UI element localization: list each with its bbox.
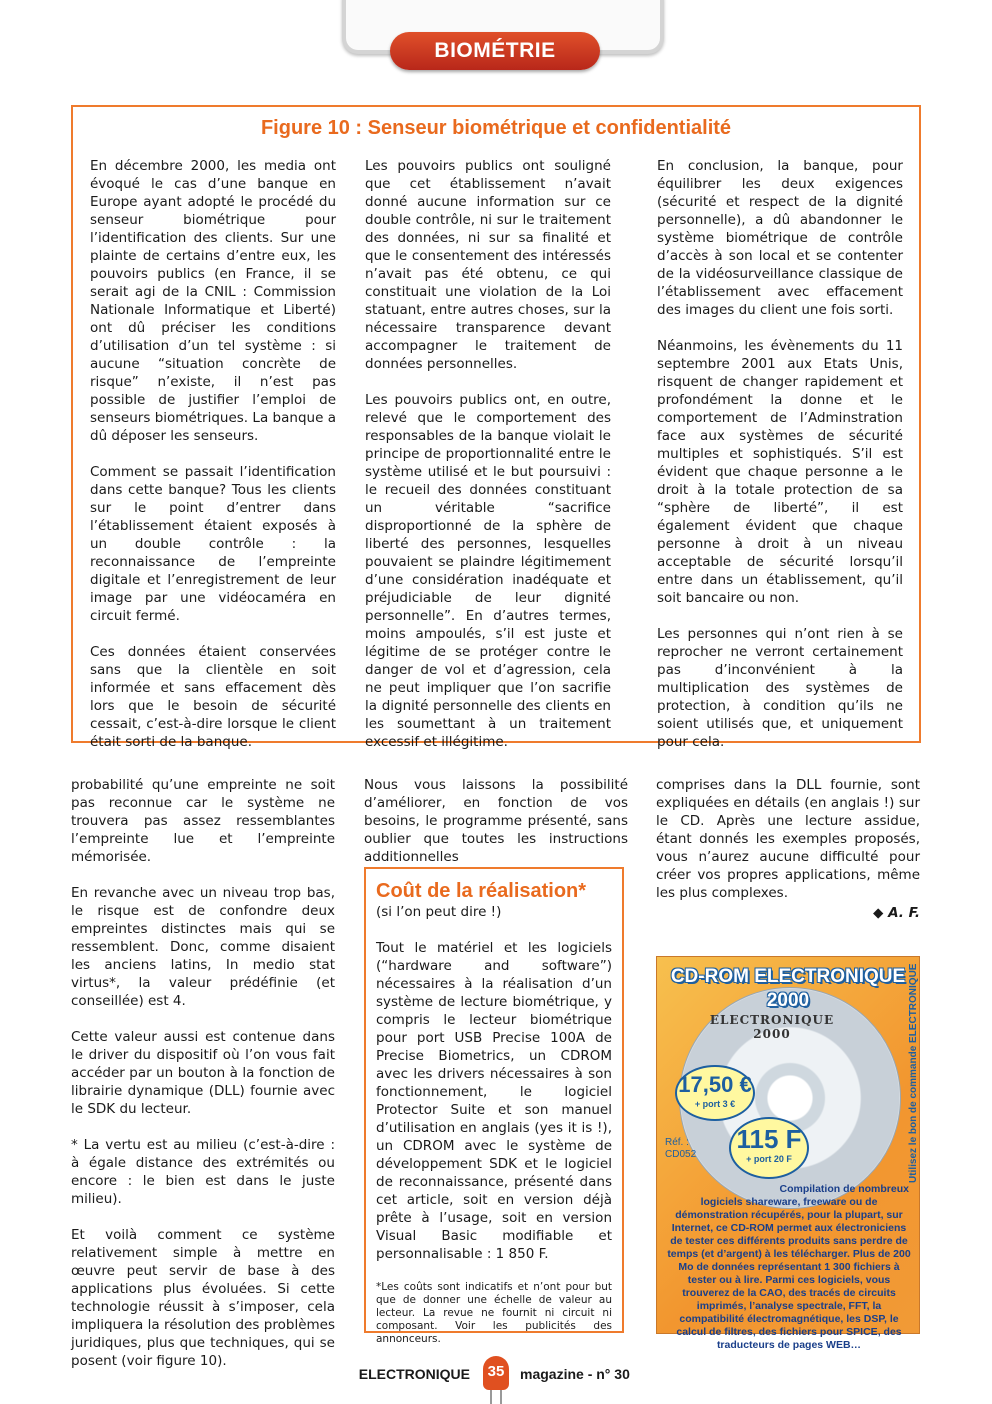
paragraph: Comment se passait l’identification dans cette banque? Tous les clients sur le point d’entrer dans l’établissement étaient exposés à un double contrôle : la reconnaissance de l’empreinte digitale et l’enregistrement de leur image par une vidéocaméra en circuit fermé. — [90, 464, 336, 624]
price-franc: 115 F — [736, 1124, 802, 1154]
ad-description-head: Compilation de nombreux — [779, 1183, 909, 1195]
paragraph: En revanche avec un niveau trop bas, le risque est de confondre deux empreintes distinctes mais qui se ressemblent. Donc, comme disaient les anciens latins, In medio stat virtus*, la valeur prédéfinie (et conseillée) est 4. — [71, 885, 335, 1009]
ad-description — [665, 1183, 913, 1352]
price-euro: 17,50 € — [678, 1072, 752, 1097]
article-column-1 — [71, 776, 335, 1388]
cd-label-line-1: ELECTRONIQUE — [709, 1013, 835, 1027]
cd-label — [707, 1013, 837, 1041]
ref-label: Réf. : — [665, 1137, 689, 1148]
paragraph: Ces données étaient conservées sans que la clientèle en soit informée et sans effacement dès lors que le besoin de sécurité cessait, c’est-à-dire lorsque le client était sorti de la banque. — [90, 644, 336, 750]
figure-column-3 — [657, 157, 903, 769]
cdrom-advertisement[interactable] — [656, 956, 920, 1351]
page-number-led-icon: 35 — [483, 1356, 509, 1390]
cost-body: Tout le matériel et les logiciels (“hardware and software”) nécessaires à la réalisation d’un système de lecture biométrique, y compris le lecteur biométrique pour port USB Precise 100A de Precise Biometrics, un CDROM avec les drivers nécessaires à son fonctionnement, le logiciel Protector Suite et son manuel d’utilisation en anglais (yes it is !), un CDROM avec le système de développement SDK et le logiciel de reconnaissance, présenté dans cet article, soit en version déjà prête à l’usage, soit en version Visual Basic modifiable et personnalisable : 1 850 F. — [376, 940, 612, 1262]
paragraph: probabilité qu’une empreinte ne soit pas reconnue car le système ne trouvera pas assez ressemblantes l’empreinte lue et l’empreinte mémorisée. — [71, 777, 335, 865]
cd-label-line-2: 2000 — [753, 1027, 791, 1041]
led-lead-right — [500, 1390, 502, 1404]
cost-footnote: *Les coûts sont indicatifs et n’ont pour but que de donner une échelle de valeur au lecteur. La revue ne fournit ni circuit ni composant. Voir les publicités des annonceurs. — [376, 1281, 612, 1345]
figure-10-box — [71, 105, 921, 750]
footer-magazine-name: ELECTRONIQUE — [358, 1366, 470, 1382]
cost-subtitle: (si l’on peut dire !) — [376, 904, 502, 920]
cost-title: Coût de la réalisation* — [376, 880, 587, 902]
footer-issue: magazine - n° 30 — [520, 1366, 630, 1382]
price-euro-shipping: + port 3 € — [694, 1099, 736, 1109]
author-signature: ◆ A. F. — [873, 905, 920, 921]
figure-column-2 — [365, 157, 611, 769]
ref-code: CD052 — [665, 1149, 697, 1160]
paragraph: Cette valeur aussi est contenue dans le driver du dispositif où l’on vous fait accéder par un bouton à la fonction de librairie dynamique (DLL) fournie avec le SDK du lecteur. — [71, 1029, 335, 1117]
ad-title-line-2: 2000 — [766, 990, 810, 1011]
paragraph: Les pouvoirs publics ont souligné que cet établissement n’avait donné aucune information sur ce double contrôle, ni sur le traitement des données, ni sur sa finalité et que le consentement des intéressés n’avait pas été obtenu, ce qui constituait une violation de la Loi statuant, entre autres choses, sur la nécessaire transparence devant accompagner le traitement de données personnelles. — [365, 158, 611, 372]
paragraph: Et voilà comment ce système relativement simple à mettre en œuvre peut servir de base à des applications plus évoluées. Si cette technologie réussit à s’imposer, cela impliquera la résolution des problèmes juridiques, plus que techniques, qui se posent (voir figure 10). — [71, 1227, 335, 1369]
paragraph: comprises dans la DLL fournie, sont expliquées en détails (en anglais !) sur le CD. Après une lecture assidue, étant donnés les exemples proposés, vous n’aurez aucune difficulté pour créer vos propres applications, même les plus complexes. — [656, 777, 920, 901]
ad-side-text: Utilisez le bon de commande ELECTRONIQUE — [908, 963, 919, 1183]
figure-column-1 — [90, 157, 336, 769]
page-footer — [0, 1356, 992, 1396]
price-franc-shipping: + port 20 F — [746, 1154, 792, 1164]
paragraph: Nous vous laissons la possibilité d’améliorer, en fonction de vos besoins, le programme présenté, sans oublier que toutes les instructions additionnelles — [364, 777, 628, 865]
section-label: BIOMÉTRIE — [390, 32, 600, 70]
ad-title-line-1: CD-ROM ELECTRONIQUE — [670, 966, 906, 987]
paragraph: Les personnes qui n’ont rien à se reprocher ne verront certainement pas d’inconvénient à la multiplication des systèmes de protection, à condition qu’ils ne soient utilisés que, et uniquement pour cela. — [657, 626, 903, 750]
paragraph: En conclusion, la banque, pour équilibrer les deux exigences (sécurité et respect de la dignité personnelle), a dû abandonner le système biométrique de contrôle d’accès à son local et se contenter de la vidéosurveillance classique de l’établissement avec effacement des images du client une fois sorti. — [657, 158, 903, 318]
cost-box — [364, 867, 624, 1345]
paragraph: * La vertu est au milieu (c’est-à-dire : à égale distance des extrémités ou encore : le bien est dans le juste milieu). — [71, 1137, 335, 1207]
ad-reference — [665, 1137, 696, 1161]
paragraph: En décembre 2000, les media ont évoqué le cas d’une banque en Europe ayant adopté le procédé du senseur biométrique pour l’identification des clients. Sur une plainte de certains d’entre eux, les pouvoirs publics (en France, il se serait agi de la CNIL : Commission Nationale Informatique et Liberté) ont dû préciser les conditions d’utilisation d’un tel système : si aucune “situation concrète de risque” n’existe, il n’est pas possible de justifier l’emploi de senseurs biométriques. La banque a dû déposer les senseurs. — [90, 158, 336, 444]
figure-title: Figure 10 : Senseur biométrique et confidentialité — [260, 117, 732, 139]
price-franc-badge — [729, 1117, 809, 1179]
ad-description-body: logiciels shareware, freeware ou de démonstration récupérés, pour la plupart, sur Internet, ce CD-ROM permet aux électroniciens de tester ces différents produits sans perdre de temps (et d’argent) à les télécharger. Plus de 200 Mo de données représentant 1 300 fichiers à tester ou à lire. Parmi ces logiciels, vous trouverez de la CAO, des tracés de circuits imprimés, l’analyse spectrale, FFT, la compatibilité électromagnétique, les DSP, le calcul de filtres, des fichiers pour SPICE, des traducteurs de pages WEB… — [667, 1196, 911, 1351]
paragraph: Néanmoins, les évènements du 11 septembre 2001 aux Etats Unis, risquent de changer rapidement et profondément la donne et le comportement de l’Adminstration face aux systèmes de sécurité multiples et sophistiqués. S’il est évident que chaque personne a le droit à la totale protection de sa “sphère de liberté”, il est également évident que chaque personne à droit à un niveau acceptable de sécurité lorsqu’il entre dans un établissement, qu’il soit bancaire ou non. — [657, 338, 903, 606]
paragraph: Les pouvoirs publics ont, en outre, relevé que le comportement des responsables de la banque violait le principe de proportionnalité entre le système utilisé et le but poursuivi : le recueil des données constituant un véritable “sacrifice disproportionné de la sphère de liberté des personnes, lesquelles pouvaient se plaindre légitimement d’une considération inadéquate et préjudiciable de leur dignité personnelle”. En d’autres termes, moins ampoulés, s’il est juste et légitime de se protéger contre le danger de vol et d’agression, cela ne peut impliquer que l’on sacrifie la dignité personnelle des clients en les soumettant à un traitement excessif et illégitime. — [365, 392, 611, 750]
led-lead-left — [490, 1390, 492, 1404]
price-euro-badge — [675, 1065, 755, 1121]
ad-title — [657, 965, 919, 1013]
article-column-3 — [656, 776, 920, 920]
